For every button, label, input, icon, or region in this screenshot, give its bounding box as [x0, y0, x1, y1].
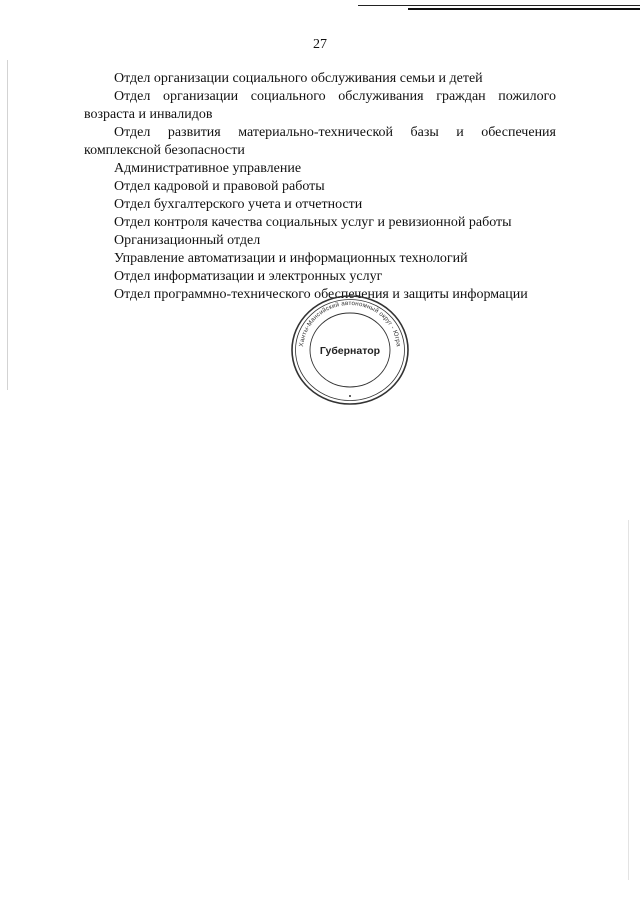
department-item: Отдел организации социального обслуживания семьи и детей	[114, 71, 483, 86]
scan-top-rule-thick	[408, 8, 640, 10]
department-item: Управление автоматизации и информационных технологий	[114, 251, 468, 266]
seal-ring-text-path: Ханты-Мансийский автономный округ - Югра	[298, 299, 402, 348]
official-seal	[288, 293, 412, 407]
department-item: Отдел программно-технического обеспечения и защиты информации	[114, 287, 528, 302]
scan-edge-left	[7, 60, 8, 390]
scan-top-rule	[358, 5, 640, 6]
page-number: 27	[313, 37, 327, 52]
seal-dot	[349, 395, 351, 397]
department-item: Отдел организации социального обслуживания граждан пожилого возраста и инвалидов	[84, 89, 556, 122]
department-item: Организационный отдел	[114, 233, 261, 248]
department-item: Отдел бухгалтерского учета и отчетности	[114, 197, 363, 212]
department-item: Отдел развития материально-технической базы и обеспечения комплексной безопасности	[84, 125, 556, 158]
department-item: Отдел кадровой и правовой работы	[114, 179, 325, 194]
seal-graphic	[288, 293, 412, 407]
department-list	[84, 70, 556, 304]
department-item: Отдел информатизации и электронных услуг	[114, 269, 383, 284]
department-item: Отдел контроля качества социальных услуг и ревизионной работы	[114, 215, 512, 230]
scan-edge-right	[628, 520, 629, 880]
seal-title: Губернатор	[319, 345, 381, 357]
department-item: Административное управление	[114, 161, 302, 176]
